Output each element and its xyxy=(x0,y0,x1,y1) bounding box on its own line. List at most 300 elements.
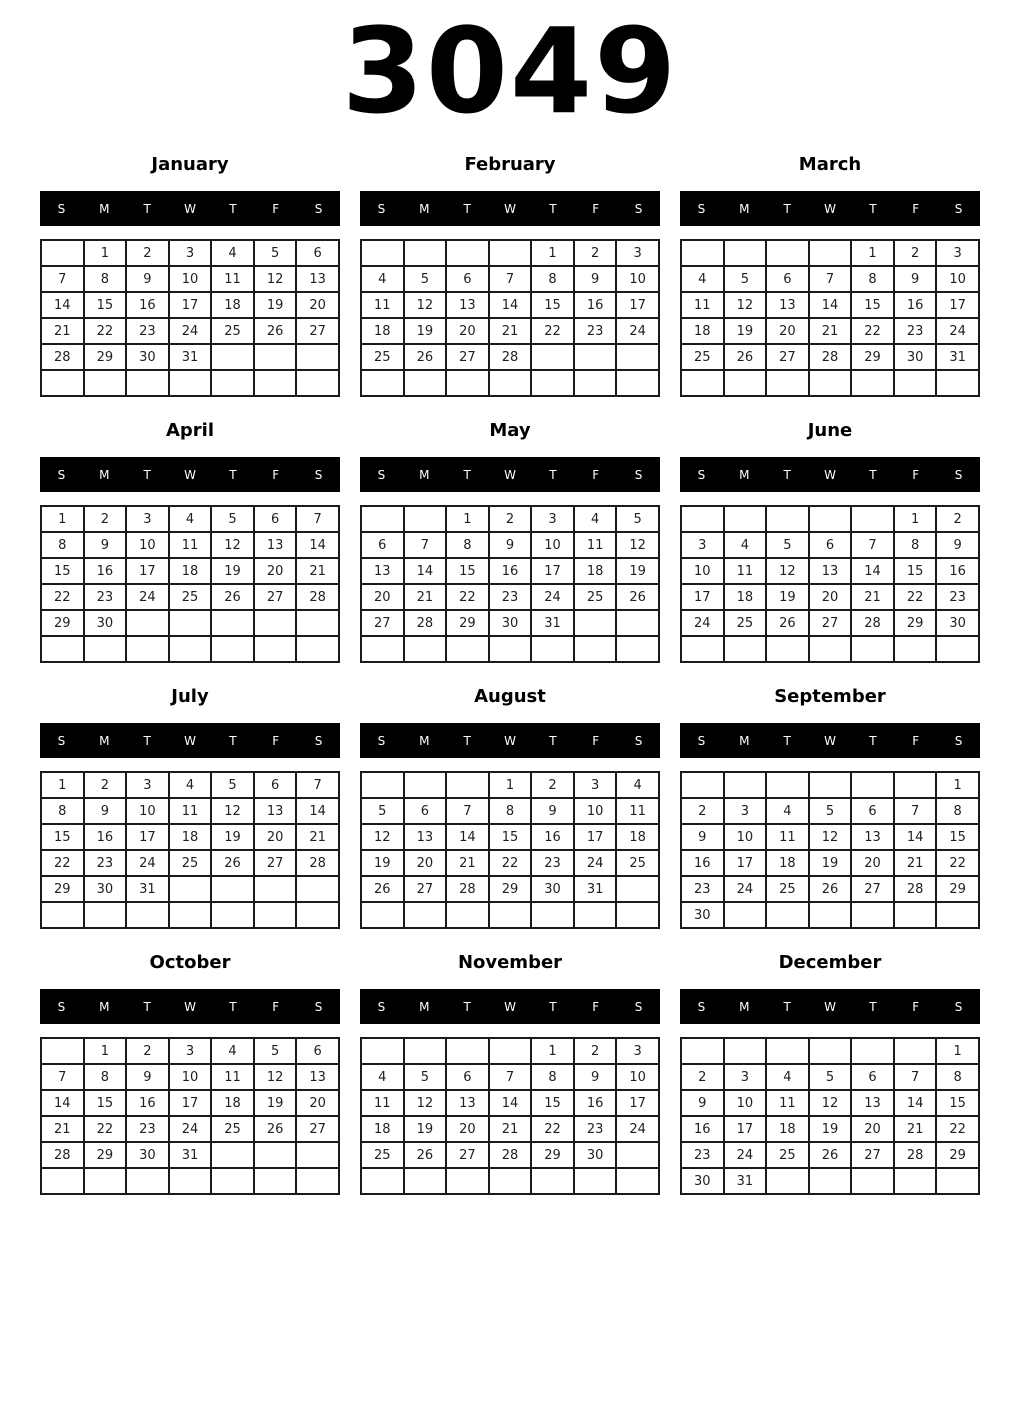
day-cell: 15 xyxy=(936,1090,979,1116)
day-cell: 1 xyxy=(936,1038,979,1064)
day-cell: 7 xyxy=(296,772,339,798)
day-cell: 15 xyxy=(489,824,532,850)
day-header-cell: T xyxy=(869,733,877,748)
day-cell: 15 xyxy=(851,292,894,318)
day-cell: 16 xyxy=(681,850,724,876)
day-cell: 30 xyxy=(489,610,532,636)
empty-day-cell xyxy=(489,240,532,266)
day-cell: 8 xyxy=(936,798,979,824)
day-cell: 3 xyxy=(724,1064,767,1090)
day-cell: 4 xyxy=(766,798,809,824)
day-cell: 28 xyxy=(41,344,84,370)
day-cell: 28 xyxy=(41,1142,84,1168)
day-header-cell: T xyxy=(549,999,557,1014)
day-cell: 22 xyxy=(446,584,489,610)
week-row xyxy=(361,240,659,266)
day-cell: 14 xyxy=(894,1090,937,1116)
day-header-cell: F xyxy=(912,733,920,748)
empty-day-cell xyxy=(361,506,404,532)
week-row xyxy=(361,292,659,318)
day-cell: 25 xyxy=(681,344,724,370)
day-cell: 26 xyxy=(361,876,404,902)
week-row xyxy=(361,610,659,636)
day-cell: 5 xyxy=(766,532,809,558)
empty-day-cell xyxy=(616,344,659,370)
day-cell: 12 xyxy=(404,1090,447,1116)
day-cell: 23 xyxy=(681,876,724,902)
day-cell: 13 xyxy=(296,1064,339,1090)
empty-day-cell xyxy=(446,1168,489,1194)
week-row xyxy=(41,318,339,344)
day-cell: 16 xyxy=(936,558,979,584)
empty-day-cell xyxy=(851,370,894,396)
day-header-cell: S xyxy=(314,733,323,748)
day-cell: 7 xyxy=(894,1064,937,1090)
empty-day-cell xyxy=(254,1142,297,1168)
day-cell: 21 xyxy=(489,1116,532,1142)
week-row xyxy=(681,532,979,558)
empty-day-cell xyxy=(296,876,339,902)
empty-day-cell xyxy=(616,370,659,396)
day-cell: 7 xyxy=(851,532,894,558)
week-row xyxy=(681,798,979,824)
day-cell: 3 xyxy=(126,772,169,798)
empty-day-cell xyxy=(361,240,404,266)
day-cell: 29 xyxy=(531,1142,574,1168)
month-grid xyxy=(360,771,660,929)
day-cell: 21 xyxy=(894,1116,937,1142)
day-header-cell: M xyxy=(419,467,430,482)
day-cell: 5 xyxy=(254,240,297,266)
day-cell: 7 xyxy=(809,266,852,292)
empty-day-cell xyxy=(724,506,767,532)
day-cell: 27 xyxy=(766,344,809,370)
empty-day-cell xyxy=(404,902,447,928)
day-cell: 19 xyxy=(211,824,254,850)
day-cell: 13 xyxy=(404,824,447,850)
day-cell: 23 xyxy=(574,318,617,344)
empty-day-cell xyxy=(531,636,574,662)
day-cell: 23 xyxy=(84,584,127,610)
empty-day-cell xyxy=(574,370,617,396)
day-cell: 6 xyxy=(809,532,852,558)
day-cell: 31 xyxy=(126,876,169,902)
day-cell: 24 xyxy=(616,1116,659,1142)
day-cell: 18 xyxy=(169,824,212,850)
day-cell: 13 xyxy=(254,798,297,824)
week-row xyxy=(361,1168,659,1194)
day-cell: 25 xyxy=(574,584,617,610)
day-header-cell: S xyxy=(377,733,386,748)
empty-day-cell xyxy=(361,902,404,928)
day-cell: 4 xyxy=(169,506,212,532)
day-cell: 26 xyxy=(254,318,297,344)
empty-day-cell xyxy=(809,1038,852,1064)
day-cell: 11 xyxy=(574,532,617,558)
day-cell: 30 xyxy=(681,1168,724,1194)
day-header-cell: W xyxy=(504,201,516,216)
empty-day-cell xyxy=(574,610,617,636)
day-cell: 22 xyxy=(41,850,84,876)
day-cell: 14 xyxy=(41,1090,84,1116)
week-row xyxy=(681,636,979,662)
day-cell: 13 xyxy=(446,1090,489,1116)
week-row xyxy=(361,558,659,584)
empty-day-cell xyxy=(894,1168,937,1194)
empty-day-cell xyxy=(724,902,767,928)
day-cell: 22 xyxy=(41,584,84,610)
day-cell: 20 xyxy=(404,850,447,876)
empty-day-cell xyxy=(404,370,447,396)
week-row xyxy=(681,1038,979,1064)
day-cell: 24 xyxy=(126,850,169,876)
day-cell: 18 xyxy=(766,850,809,876)
week-row xyxy=(361,344,659,370)
day-cell: 8 xyxy=(41,532,84,558)
day-header-cell: S xyxy=(954,999,963,1014)
day-cell: 20 xyxy=(809,584,852,610)
day-cell: 6 xyxy=(254,506,297,532)
day-cell: 28 xyxy=(894,876,937,902)
empty-day-cell xyxy=(41,1168,84,1194)
day-cell: 6 xyxy=(851,1064,894,1090)
day-cell: 10 xyxy=(724,824,767,850)
week-row xyxy=(361,876,659,902)
day-cell: 10 xyxy=(936,266,979,292)
day-cell: 20 xyxy=(254,824,297,850)
day-header-cell: M xyxy=(739,733,750,748)
day-cell: 10 xyxy=(616,1064,659,1090)
month-block-november xyxy=(360,952,660,1195)
day-cell: 14 xyxy=(851,558,894,584)
day-header-bar xyxy=(680,989,980,1024)
day-cell: 3 xyxy=(574,772,617,798)
day-cell: 26 xyxy=(211,850,254,876)
empty-day-cell xyxy=(766,636,809,662)
month-grid xyxy=(680,239,980,397)
day-cell: 10 xyxy=(169,266,212,292)
day-cell: 17 xyxy=(616,292,659,318)
day-cell: 10 xyxy=(616,266,659,292)
empty-day-cell xyxy=(531,344,574,370)
month-title: June xyxy=(807,420,853,441)
month-title: July xyxy=(171,686,209,707)
day-cell: 31 xyxy=(169,344,212,370)
day-cell: 16 xyxy=(126,292,169,318)
day-header-cell: S xyxy=(377,467,386,482)
day-cell: 16 xyxy=(531,824,574,850)
week-row xyxy=(361,1064,659,1090)
empty-day-cell xyxy=(211,610,254,636)
day-header-bar xyxy=(360,989,660,1024)
week-row xyxy=(681,240,979,266)
day-cell: 25 xyxy=(724,610,767,636)
day-header-cell: T xyxy=(229,733,237,748)
day-cell: 11 xyxy=(169,532,212,558)
day-cell: 6 xyxy=(361,532,404,558)
day-cell: 23 xyxy=(681,1142,724,1168)
day-header-cell: T xyxy=(143,999,151,1014)
empty-day-cell xyxy=(404,636,447,662)
day-cell: 1 xyxy=(84,240,127,266)
day-cell: 29 xyxy=(936,876,979,902)
calendar-grid xyxy=(0,154,1020,1195)
day-header-cell: S xyxy=(57,733,66,748)
empty-day-cell xyxy=(574,902,617,928)
week-row xyxy=(681,584,979,610)
day-cell: 27 xyxy=(851,876,894,902)
day-cell: 18 xyxy=(574,558,617,584)
day-cell: 15 xyxy=(84,1090,127,1116)
empty-day-cell xyxy=(936,370,979,396)
day-cell: 8 xyxy=(84,266,127,292)
empty-day-cell xyxy=(809,636,852,662)
day-cell: 24 xyxy=(936,318,979,344)
empty-day-cell xyxy=(126,370,169,396)
week-row xyxy=(41,1142,339,1168)
day-cell: 25 xyxy=(361,1142,404,1168)
day-cell: 17 xyxy=(574,824,617,850)
day-cell: 26 xyxy=(211,584,254,610)
day-cell: 8 xyxy=(41,798,84,824)
day-cell: 11 xyxy=(211,1064,254,1090)
week-row xyxy=(41,850,339,876)
day-header-cell: T xyxy=(143,733,151,748)
week-row xyxy=(361,1142,659,1168)
day-cell: 3 xyxy=(724,798,767,824)
month-grid xyxy=(40,1037,340,1195)
month-block-january xyxy=(40,154,340,397)
week-row xyxy=(361,798,659,824)
month-title: November xyxy=(457,952,563,973)
day-cell: 16 xyxy=(489,558,532,584)
day-cell: 13 xyxy=(446,292,489,318)
day-cell: 31 xyxy=(169,1142,212,1168)
day-cell: 16 xyxy=(574,1090,617,1116)
day-cell: 30 xyxy=(126,1142,169,1168)
empty-day-cell xyxy=(41,902,84,928)
day-cell: 12 xyxy=(211,798,254,824)
day-header-cell: T xyxy=(783,999,791,1014)
month-title: December xyxy=(778,952,882,973)
empty-day-cell xyxy=(126,1168,169,1194)
day-header-cell: W xyxy=(504,733,516,748)
empty-day-cell xyxy=(616,876,659,902)
empty-day-cell xyxy=(211,902,254,928)
day-cell: 11 xyxy=(724,558,767,584)
day-header-cell: W xyxy=(504,999,516,1014)
empty-day-cell xyxy=(724,1038,767,1064)
day-cell: 2 xyxy=(84,772,127,798)
day-cell: 27 xyxy=(296,1116,339,1142)
day-cell: 20 xyxy=(851,1116,894,1142)
day-cell: 2 xyxy=(681,1064,724,1090)
day-cell: 22 xyxy=(84,318,127,344)
day-cell: 23 xyxy=(489,584,532,610)
week-row xyxy=(361,1116,659,1142)
empty-day-cell xyxy=(254,610,297,636)
day-header-cell: W xyxy=(824,733,836,748)
day-cell: 11 xyxy=(616,798,659,824)
day-cell: 21 xyxy=(404,584,447,610)
day-header-cell: W xyxy=(184,999,196,1014)
empty-day-cell xyxy=(531,902,574,928)
day-cell: 4 xyxy=(681,266,724,292)
day-cell: 23 xyxy=(936,584,979,610)
day-cell: 9 xyxy=(126,1064,169,1090)
day-cell: 18 xyxy=(211,1090,254,1116)
empty-day-cell xyxy=(84,370,127,396)
day-cell: 12 xyxy=(616,532,659,558)
day-cell: 5 xyxy=(809,1064,852,1090)
month-title: August xyxy=(474,686,546,707)
day-cell: 22 xyxy=(531,1116,574,1142)
empty-day-cell xyxy=(851,506,894,532)
day-cell: 13 xyxy=(851,1090,894,1116)
day-cell: 8 xyxy=(894,532,937,558)
empty-day-cell xyxy=(851,902,894,928)
day-cell: 27 xyxy=(404,876,447,902)
day-cell: 7 xyxy=(489,266,532,292)
day-cell: 24 xyxy=(169,1116,212,1142)
day-header-bar xyxy=(40,191,340,226)
empty-day-cell xyxy=(681,370,724,396)
day-cell: 3 xyxy=(169,1038,212,1064)
day-cell: 2 xyxy=(574,240,617,266)
day-cell: 5 xyxy=(211,506,254,532)
day-cell: 14 xyxy=(894,824,937,850)
empty-day-cell xyxy=(84,902,127,928)
day-cell: 26 xyxy=(809,876,852,902)
empty-day-cell xyxy=(574,344,617,370)
day-cell: 5 xyxy=(404,1064,447,1090)
day-cell: 3 xyxy=(681,532,724,558)
day-cell: 6 xyxy=(296,1038,339,1064)
empty-day-cell xyxy=(296,902,339,928)
day-cell: 29 xyxy=(489,876,532,902)
day-cell: 14 xyxy=(446,824,489,850)
day-cell: 9 xyxy=(894,266,937,292)
empty-day-cell xyxy=(809,902,852,928)
day-cell: 24 xyxy=(169,318,212,344)
week-row xyxy=(361,318,659,344)
day-cell: 17 xyxy=(936,292,979,318)
day-cell: 15 xyxy=(936,824,979,850)
week-row xyxy=(681,344,979,370)
day-cell: 24 xyxy=(616,318,659,344)
day-cell: 24 xyxy=(681,610,724,636)
day-cell: 8 xyxy=(851,266,894,292)
day-cell: 6 xyxy=(446,266,489,292)
day-cell: 19 xyxy=(211,558,254,584)
empty-day-cell xyxy=(404,1038,447,1064)
day-cell: 29 xyxy=(41,610,84,636)
month-block-september xyxy=(680,686,980,929)
empty-day-cell xyxy=(296,344,339,370)
day-cell: 17 xyxy=(724,850,767,876)
day-cell: 10 xyxy=(126,532,169,558)
empty-day-cell xyxy=(489,902,532,928)
empty-day-cell xyxy=(296,636,339,662)
day-cell: 13 xyxy=(851,824,894,850)
empty-day-cell xyxy=(574,1168,617,1194)
day-header-cell: T xyxy=(783,467,791,482)
day-cell: 25 xyxy=(211,1116,254,1142)
week-row xyxy=(361,532,659,558)
empty-day-cell xyxy=(724,370,767,396)
week-row xyxy=(41,506,339,532)
month-grid xyxy=(40,771,340,929)
day-cell: 13 xyxy=(296,266,339,292)
day-cell: 3 xyxy=(126,506,169,532)
day-cell: 19 xyxy=(254,292,297,318)
empty-day-cell xyxy=(446,902,489,928)
day-cell: 12 xyxy=(404,292,447,318)
day-header-cell: F xyxy=(912,999,920,1014)
week-row xyxy=(41,266,339,292)
day-cell: 29 xyxy=(41,876,84,902)
day-cell: 11 xyxy=(766,824,809,850)
month-block-december xyxy=(680,952,980,1195)
day-cell: 12 xyxy=(724,292,767,318)
day-cell: 1 xyxy=(41,772,84,798)
empty-day-cell xyxy=(254,636,297,662)
day-cell: 30 xyxy=(936,610,979,636)
day-cell: 28 xyxy=(296,584,339,610)
week-row xyxy=(681,772,979,798)
day-cell: 1 xyxy=(84,1038,127,1064)
empty-day-cell xyxy=(851,1168,894,1194)
day-header-cell: S xyxy=(57,999,66,1014)
empty-day-cell xyxy=(41,370,84,396)
day-cell: 12 xyxy=(254,266,297,292)
day-header-cell: T xyxy=(143,201,151,216)
day-cell: 10 xyxy=(724,1090,767,1116)
day-cell: 26 xyxy=(766,610,809,636)
week-row xyxy=(41,798,339,824)
day-cell: 5 xyxy=(361,798,404,824)
day-cell: 11 xyxy=(361,292,404,318)
week-row xyxy=(41,1038,339,1064)
day-cell: 7 xyxy=(446,798,489,824)
day-cell: 1 xyxy=(936,772,979,798)
day-header-cell: T xyxy=(783,733,791,748)
day-cell: 29 xyxy=(894,610,937,636)
day-cell: 19 xyxy=(766,584,809,610)
empty-day-cell xyxy=(361,1038,404,1064)
week-row xyxy=(41,610,339,636)
empty-day-cell xyxy=(681,772,724,798)
month-block-april xyxy=(40,420,340,663)
week-row xyxy=(41,240,339,266)
day-cell: 26 xyxy=(404,344,447,370)
empty-day-cell xyxy=(724,240,767,266)
day-header-cell: F xyxy=(272,467,280,482)
empty-day-cell xyxy=(404,772,447,798)
empty-day-cell xyxy=(361,1168,404,1194)
week-row xyxy=(41,1168,339,1194)
empty-day-cell xyxy=(361,772,404,798)
month-grid xyxy=(360,1037,660,1195)
day-cell: 7 xyxy=(894,798,937,824)
empty-day-cell xyxy=(616,1142,659,1168)
day-cell: 17 xyxy=(616,1090,659,1116)
day-cell: 1 xyxy=(41,506,84,532)
day-header-cell: S xyxy=(697,467,706,482)
day-cell: 18 xyxy=(211,292,254,318)
day-cell: 31 xyxy=(574,876,617,902)
empty-day-cell xyxy=(894,772,937,798)
